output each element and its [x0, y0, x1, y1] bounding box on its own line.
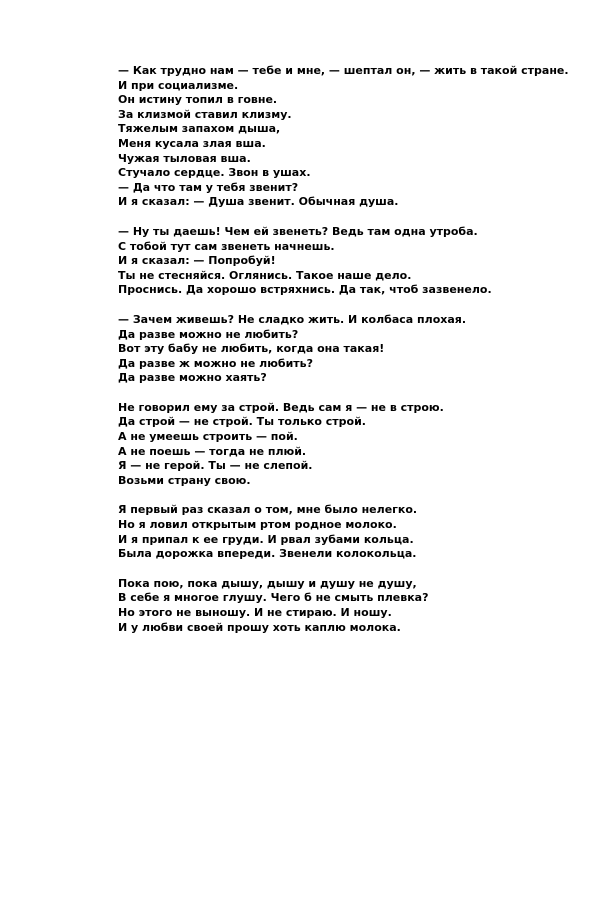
stanza-2 — [118, 225, 588, 298]
poem-line: И я сказал: — Душа звенит. Обычная душа. — [118, 195, 399, 209]
poem-line: Он истину топил в говне. — [118, 93, 278, 107]
poem-line: Да разве можно хаять? — [118, 371, 267, 385]
poem-line: А не умеешь строить — пой. — [118, 430, 298, 444]
poem-line: Вот эту бабу не любить, когда она такая! — [118, 342, 385, 356]
poem-line: И при социализме. — [118, 78, 239, 92]
stanza-6 — [118, 577, 588, 635]
poem-line: С тобой тут сам звенеть начнешь. — [118, 239, 335, 253]
poem-line: Стучало сердце. Звон в ушах. — [118, 166, 311, 180]
poem-line: — Как трудно нам — тебе и мне, — шептал он, — жить в такой стране. — [118, 64, 569, 77]
poem-line: Чужая тыловая вша. — [118, 151, 251, 165]
stanza-4 — [118, 401, 588, 489]
poem-line: Я — не герой. Ты — не слепой. — [118, 459, 313, 473]
poem-line: И я сказал: — Попробуй! — [118, 254, 276, 268]
poem-line: Была дорожка впереди. Звенели колокольца. — [118, 547, 417, 561]
poem-line: — Да что там у тебя звенит? — [118, 180, 299, 194]
poem-line: За клизмой ставил клизму. — [118, 107, 292, 121]
poem-line: Но я ловил открытым ртом родное молоко. — [118, 518, 397, 532]
poem-line: — Ну ты даешь! Чем ей звенеть? Ведь там одна утроба. — [118, 224, 478, 238]
poem-line: И у любви своей прошу хоть каплю молока. — [118, 620, 401, 634]
poem-line: В себе я многое глушу. Чего б не смыть плевка? — [118, 591, 429, 605]
poem-line: Пока пою, пока дышу, дышу и душу не душу, — [118, 576, 417, 590]
poem-line: А не поешь — тогда не плюй. — [118, 444, 307, 458]
poem-line: Да строй — не строй. Ты только строй. — [118, 415, 366, 429]
poem-line: Я первый раз сказал о том, мне было нелегко. — [118, 503, 418, 517]
poem-line: Тяжелым запахом дыша, — [118, 122, 281, 136]
poem-line: Да разве ж можно не любить? — [118, 356, 313, 370]
stanza-5 — [118, 503, 588, 561]
poem-line: Возьми страну свою. — [118, 473, 251, 487]
poem-line: Ты не стесняйся. Оглянись. Такое наше дело. — [118, 268, 412, 282]
poem-line: Меня кусала злая вша. — [118, 136, 266, 150]
stanza-1 — [118, 64, 588, 210]
poem-line: Проснись. Да хорошо встряхнись. Да так, чтоб зазвенело. — [118, 283, 492, 297]
poem-line: — Зачем живешь? Не сладко жить. И колбаса плохая. — [118, 312, 467, 326]
poem-text — [118, 64, 588, 650]
stanza-3 — [118, 313, 588, 386]
poem-line: Не говорил ему за строй. Ведь сам я — не в строю. — [118, 400, 444, 414]
poem-line: И я припал к ее груди. И рвал зубами кольца. — [118, 532, 414, 546]
poem-line: Но этого не выношу. И не стираю. И ношу. — [118, 606, 392, 619]
poem-line: Да разве можно не любить? — [118, 327, 299, 341]
